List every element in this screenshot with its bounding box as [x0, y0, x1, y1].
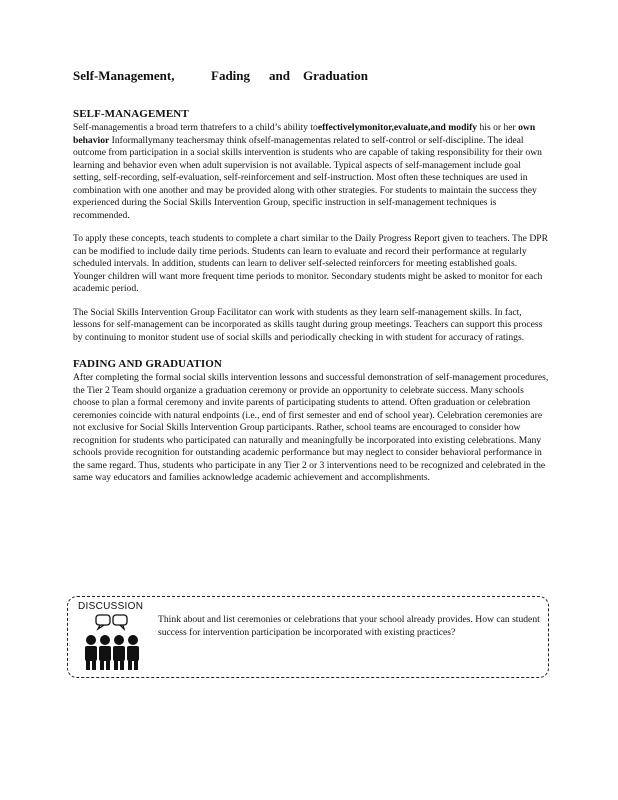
title-part-3: and	[269, 68, 290, 83]
section-heading-fading-graduation: FADING AND GRADUATION	[73, 358, 222, 370]
text-run: Self-managementis a broad term thatrefers to a child’s ability to	[73, 122, 318, 133]
paragraph-self-management-intro	[73, 122, 551, 222]
discussion-label: DISCUSSION	[78, 601, 144, 612]
text-run: his or her	[479, 122, 516, 133]
document-page	[73, 68, 551, 496]
discussion-prompt: Think about and list ceremonies or celebrations that your school already provides. How can student success for intervention participation be incorporated with existing practices?	[158, 614, 540, 638]
title-part-4: Graduation	[303, 68, 369, 83]
page-title	[73, 68, 551, 84]
paragraph-facilitator: The Social Skills Intervention Group Facilitator can work with students as they learn self-management skills. In fact, lessons for self-management can be incorporated as skills taught during group meetings. Teachers can support this process by continuing to monitor student use of social skills and periodically checking in with student for accuracy of ratings.	[73, 306, 543, 343]
group-discussion-icon	[82, 613, 140, 671]
bold-text: own behavior	[73, 122, 536, 146]
bold-text: effectivelymonitor,evaluate,and modify	[317, 122, 478, 133]
paragraph-fading-graduation: After completing the formal social skills intervention lessons and successful demonstration of self-management procedures, the Tier 2 Team should organize a graduation ceremony or provide an opportunity to celebrate success. Many schools choose to plan a formal ceremony and invite parents of participating students to attend. Often graduation or celebration ceremonies coincide with natural endpoints (i.e., end of first semester and end of school year). Celebration ceremonies are not exclusive for Social Skills Intervention Group participants. Rather, school teams are encouraged to consider how recognition for students who participated can naturally and meaningfully be incorporated into existing celebrations. Many schools provide recognition for outstanding academic performance but may neglect to consider behavioral performance in the same regard. Thus, students who participate in any Tier 2 or 3 interventions need to be recognized and celebrated in the same way educators and families acknowledge academic achievement and accomplishments.	[73, 372, 549, 483]
title-part-2: Fading	[211, 68, 251, 83]
discussion-box	[67, 596, 549, 678]
text-run: Informallymany teachersmay think ofself-managementas related to self-control or self-discipline. The ideal outcome from participation in a social skills intervention is students who are capable of taking responsibility for their own learning and behavior even when adult supervision is not available. Typical aspects of self-management include goal setting, self-recording, self-evaluation, self-reinforcement and self-instruction. Most often these techniques are used in combination with one another and may be provided along with other strategies. For students to maintain the success they experienced during the Social Skills Intervention Group, specific instruction in self-management techniques is recommended.	[73, 134, 542, 221]
title-part-1: Self-Management,	[73, 68, 175, 83]
section-heading-self-management: SELF-MANAGEMENT	[73, 108, 189, 120]
paragraph-apply-concepts: To apply these concepts, teach students to complete a chart similar to the Daily Progress Report given to teachers. The DPR can be modified to include daily time periods. Students can learn to evaluate and record their performance at regularly scheduled intervals. In addition, students can learn to deliver self-selected reinforcers for meeting established goals. Younger children will want more frequent time periods to monitor. Secondary students might be asked to monitor for each academic period.	[73, 233, 548, 294]
